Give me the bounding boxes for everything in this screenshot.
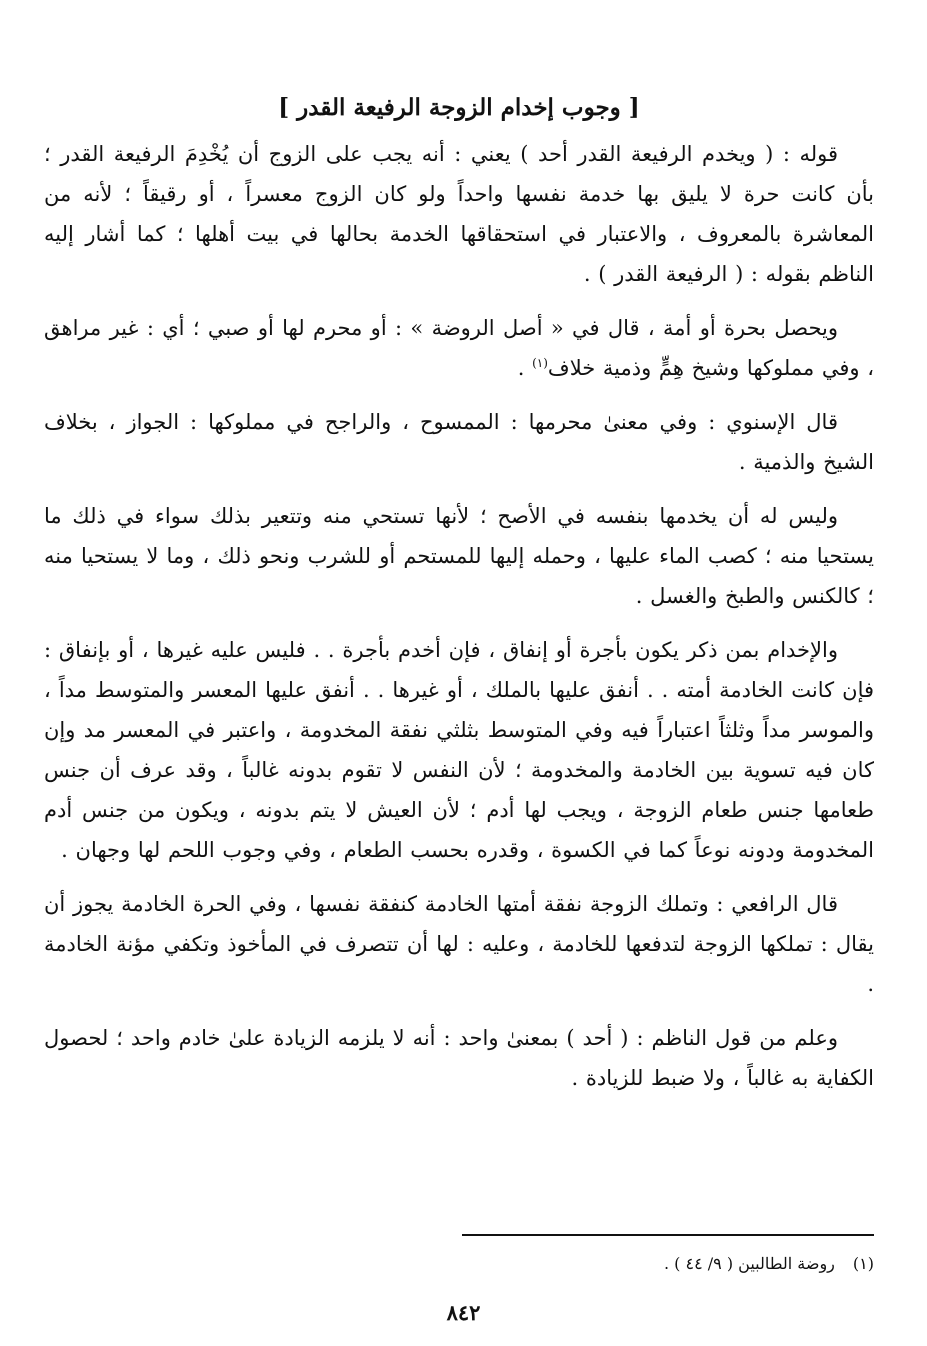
paragraph-6: قال الرافعي : وتملك الزوجة نفقة أمتها الخادمة كنفقة نفسها ، وفي الحرة الخادمة يجوز أن يقال : تملكها الزوجة لتدفعها للخادمة ، وعليه : لها أن تتصرف في المأخوذ وتكفي مؤنة الخادمة . — [44, 892, 874, 996]
page-number: ٨٤٢ — [446, 1300, 481, 1325]
footnote-mark: (١) — [852, 1254, 874, 1273]
paragraph-5: والإخدام بمن ذكر يكون بأجرة أو إنفاق ، فإن أخدم بأجرة . . فليس عليه غيرها ، أو بإنفاق : فإن كانت الخادمة أمته . . أنفق عليها بالملك ، أو غيرها . . أنفق عليها المعسر والمتوسط مداً ، والموسر مداً وثلثاً اعتباراً فيه وفي المتوسط بثلثي نفقة المخدومة ، واعتبر في المعسر مد وإن كان فيه تسوية بين الخادمة والمخدومة ؛ لأن النفس لا تقوم بدونه غالباً ، وقد عرف أن جنس طعامها جنس طعام الزوجة ، ويجب لها أدم ؛ لأن العيش لا يتم بدونه ، ويكون من جنس أدم المخدومة ودونه نوعاً كما في الكسوة ، وقدره بحسب الطعام ، وفي وجوب اللحم لها وجهان . — [44, 638, 874, 862]
paragraph-2-end: . — [517, 356, 533, 380]
paragraph-3: قال الإسنوي : وفي معنىٰ محرمها : الممسوح ، والراجح في مملوكها : الجواز ، بخلاف الشيخ والذمية . — [44, 410, 874, 474]
footnote-divider — [462, 1234, 874, 1236]
paragraph-2 — [44, 308, 874, 388]
footnote — [274, 1252, 874, 1276]
paragraph-2-text: ويحصل بحرة أو أمة ، قال في « أصل الروضة » : أو محرم لها أو صبي ؛ أي : غير مراهق ، وفي مملوكها وشيخ هِمٍّ وذمية خلاف — [44, 316, 874, 380]
paragraph-7: وعلم من قول الناظم : ( أحد ) بمعنىٰ واحد : أنه لا يلزمه الزيادة علىٰ خادم واحد ؛ لحصول الكفاية به غالباً ، ولا ضبط للزيادة . — [44, 1026, 874, 1090]
footnote-text: روضة الطالبين ( ٩/ ٤٤ ) . — [663, 1254, 835, 1273]
page-body — [44, 88, 874, 1112]
section-heading: [ وجوب إخدام الزوجة الرفيعة القدر ] — [278, 94, 640, 121]
footnote-reference[interactable]: (١) — [532, 356, 548, 370]
paragraph-1: قوله : ( ويخدم الرفيعة القدر أحد ) يعني : أنه يجب على الزوج أن يُخْدِمَ الرفيعة القدر ؛ بأن كانت حرة لا يليق بها خدمة نفسها واحداً ولو كان الزوج معسراً ، أو رقيقاً ؛ لأنه من المعاشرة بالمعروف ، والاعتبار في استحقاقها الخدمة بحالها في بيت أهلها ؛ كما أشار إليه الناظم بقوله : ( الرفيعة القدر ) . — [44, 142, 874, 286]
paragraph-4: وليس له أن يخدمها بنفسه في الأصح ؛ لأنها تستحي منه وتتعير بذلك سواء في ذلك ما يستحيا منه ؛ كصب الماء عليها ، وحمله إليها للمستحم أو للشرب ونحو ذلك ، وما لا يستحيا منه ؛ كالكنس والطبخ والغسل . — [44, 504, 874, 608]
